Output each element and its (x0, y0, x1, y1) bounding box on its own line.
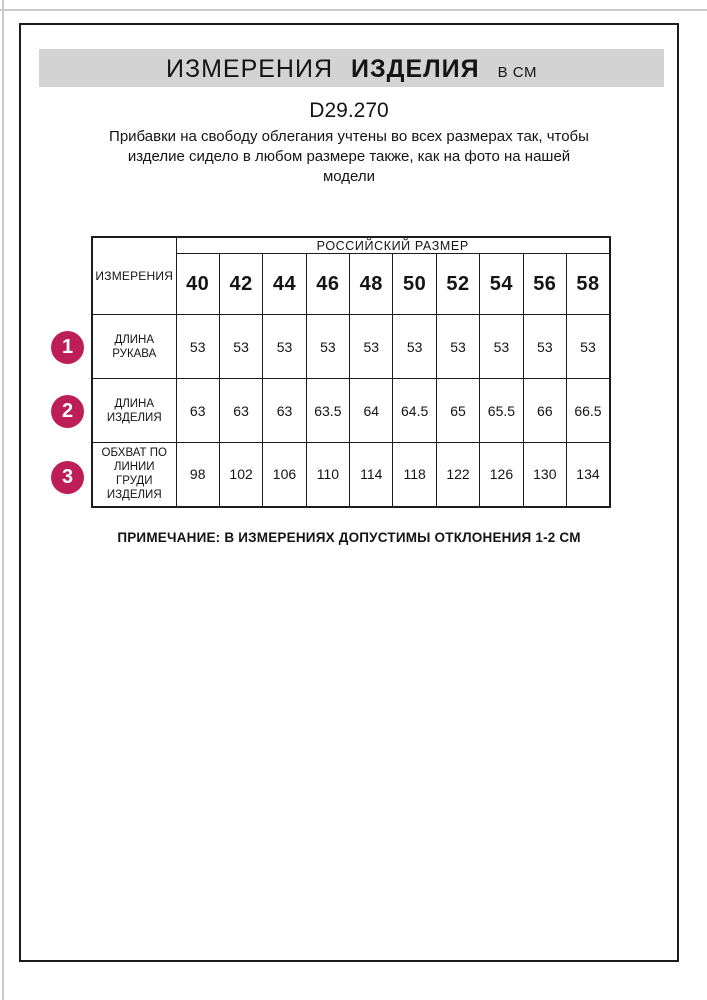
measurement-value-cell: 63.5 (306, 379, 349, 443)
fit-description-line: изделие сидело в любом размере также, как на фото на нашей (127, 148, 571, 165)
measurement-value-cell: 53 (523, 315, 566, 379)
measurement-value-cell: 65.5 (480, 379, 523, 443)
measurement-value-cell: 106 (263, 443, 306, 507)
measurement-value-cell: 98 (176, 443, 219, 507)
row-label-line: ОБХВАТ ПО (101, 447, 167, 460)
measurement-value-cell: 53 (567, 315, 610, 379)
article-code: D29.270 (309, 99, 389, 122)
table-row (92, 443, 610, 507)
table-row (92, 315, 610, 379)
fit-description-line: Прибавки на свободу облегания учтены во всех размерах так, чтобы (109, 128, 589, 145)
size-table (91, 236, 611, 508)
size-col-header: 54 (480, 254, 523, 315)
row-label-line: ДЛИНА (114, 333, 155, 346)
measurement-value-cell: 118 (393, 443, 436, 507)
row-marker-2-number: 2 (61, 400, 74, 422)
measurement-value-cell: 130 (523, 443, 566, 507)
row-label (92, 379, 176, 443)
measurement-value-cell: 53 (306, 315, 349, 379)
measurement-value-cell: 110 (306, 443, 349, 507)
row-label-line: ИЗДЕЛИЯ (106, 489, 162, 502)
scan-edge-left-line (2, 0, 4, 1000)
row-label-line: РУКАВА (112, 347, 157, 360)
measurement-value-cell: 102 (219, 443, 262, 507)
page-frame (19, 23, 679, 962)
measurement-value-cell: 53 (263, 315, 306, 379)
measurement-value-cell: 53 (480, 315, 523, 379)
measurement-value-cell: 53 (393, 315, 436, 379)
size-table-wrap (91, 236, 611, 508)
row-marker-1 (51, 331, 84, 364)
fit-description (21, 127, 677, 187)
row-marker-3-number: 3 (61, 466, 74, 488)
title-word-measurements: ИЗМЕРЕНИЯ (166, 55, 334, 83)
measurement-value-cell: 122 (436, 443, 479, 507)
russian-size-header: РОССИЙСКИЙ РАЗМЕР (176, 237, 610, 254)
measurement-value-cell: 114 (350, 443, 393, 507)
row-label (92, 443, 176, 507)
tolerance-note: ПРИМЕЧАНИЕ: В ИЗМЕРЕНИЯХ ДОПУСТИМЫ ОТКЛОНЕНИЯ 1-2 СМ (117, 530, 581, 545)
measurement-value-cell: 53 (350, 315, 393, 379)
fit-description-line: модели (322, 168, 376, 185)
measurement-value-cell: 63 (176, 379, 219, 443)
measurement-value-cell: 64 (350, 379, 393, 443)
size-col-header: 48 (350, 254, 393, 315)
row-marker-1-number: 1 (61, 336, 74, 358)
measurements-column-header: ИЗМЕРЕНИЯ (92, 237, 176, 315)
row-label-line: ДЛИНА (114, 397, 155, 410)
measurement-value-cell: 134 (567, 443, 610, 507)
size-col-header: 52 (436, 254, 479, 315)
size-col-header: 42 (219, 254, 262, 315)
measurement-value-cell: 66.5 (567, 379, 610, 443)
size-col-header: 50 (393, 254, 436, 315)
size-col-header: 44 (263, 254, 306, 315)
row-label-line: ЛИНИИ (113, 461, 155, 474)
measurement-value-cell: 126 (480, 443, 523, 507)
measurement-value-cell: 53 (176, 315, 219, 379)
size-col-header: 40 (176, 254, 219, 315)
measurement-value-cell: 65 (436, 379, 479, 443)
measurement-value-cell: 63 (219, 379, 262, 443)
title-word-product: ИЗДЕЛИЯ (351, 55, 480, 83)
size-col-header: 46 (306, 254, 349, 315)
measurement-value-cell: 63 (263, 379, 306, 443)
size-col-header: 58 (567, 254, 610, 315)
measurement-value-cell: 66 (523, 379, 566, 443)
row-marker-2 (51, 395, 84, 428)
row-marker-3 (51, 461, 84, 494)
scan-edge-top-line (0, 9, 707, 11)
row-label (92, 315, 176, 379)
table-row (92, 379, 610, 443)
size-col-header: 56 (523, 254, 566, 315)
title-units: В СМ (497, 64, 537, 81)
row-label-line: ИЗДЕЛИЯ (106, 411, 162, 424)
row-label-line: ГРУДИ (116, 475, 153, 488)
measurement-value-cell: 53 (219, 315, 262, 379)
title-bar (39, 49, 664, 87)
group-header-row (92, 237, 610, 254)
measurement-value-cell: 64.5 (393, 379, 436, 443)
measurement-value-cell: 53 (436, 315, 479, 379)
